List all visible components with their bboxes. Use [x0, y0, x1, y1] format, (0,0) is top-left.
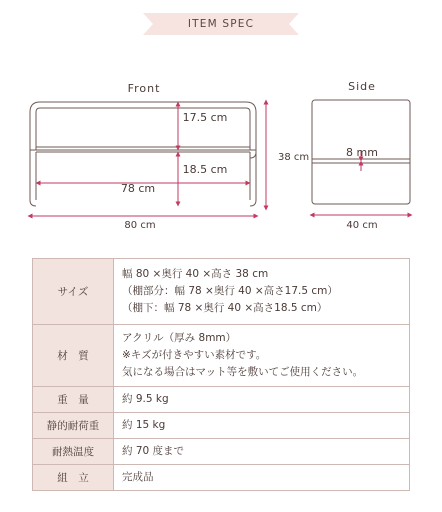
spec-label-weight: 重 量 [33, 387, 114, 413]
banner-title: ITEM SPEC [187, 18, 255, 30]
spec-table [32, 258, 410, 491]
depth-label: 40 cm [346, 220, 378, 231]
spec-label-load: 静的耐荷重 [33, 413, 114, 439]
front-view-label: Front [127, 82, 161, 95]
spec-label-material: 材 質 [33, 325, 114, 387]
spec-value-heat: 約 70 度まで [114, 439, 410, 465]
front-dimension-lines [30, 102, 266, 216]
dimension-diagram [0, 50, 442, 240]
spec-row-weight [33, 387, 410, 413]
spec-value-line: （棚部分：幅 78 ×奥行 40 ×高さ17.5 cm） [122, 285, 338, 297]
spec-row-material [33, 325, 410, 387]
spec-value-line: （棚下：幅 78 ×奥行 40 ×高さ18.5 cm） [122, 302, 328, 314]
board-thickness-label: 8 mm [346, 146, 378, 159]
inner-width-label: 78 cm [120, 182, 156, 195]
spec-label-heat: 耐熱温度 [33, 439, 114, 465]
spec-banner [143, 13, 299, 35]
spec-value-weight: 約 9.5 kg [114, 387, 410, 413]
spec-row-size [33, 259, 410, 325]
spec-value-line: アクリル（厚み 8mm） [122, 332, 237, 344]
side-view-label: Side [348, 80, 376, 93]
total-width-label: 80 cm [124, 220, 156, 231]
spec-value-line: 幅 80 ×奥行 40 ×高さ 38 cm [122, 268, 269, 280]
spec-value-material [114, 325, 410, 387]
spec-label-assembly: 組 立 [33, 465, 114, 491]
spec-value-load: 約 15 kg [114, 413, 410, 439]
spec-value-size [114, 259, 410, 325]
upper-shelf-height-label: 17.5 cm [182, 111, 228, 124]
spec-row-assembly [33, 465, 410, 491]
lower-shelf-height-label: 18.5 cm [182, 163, 228, 176]
spec-value-line: 気になる場合はマット等を敷いてご使用ください。 [122, 366, 364, 378]
spec-value-line: ※キズが付きやすい素材です。 [122, 349, 267, 361]
spec-label-size: サイズ [33, 259, 114, 325]
spec-row-load [33, 413, 410, 439]
side-dimension-lines [312, 151, 410, 215]
spec-value-assembly: 完成品 [114, 465, 410, 491]
spec-row-heat [33, 439, 410, 465]
total-height-label: 38 cm [278, 152, 310, 163]
